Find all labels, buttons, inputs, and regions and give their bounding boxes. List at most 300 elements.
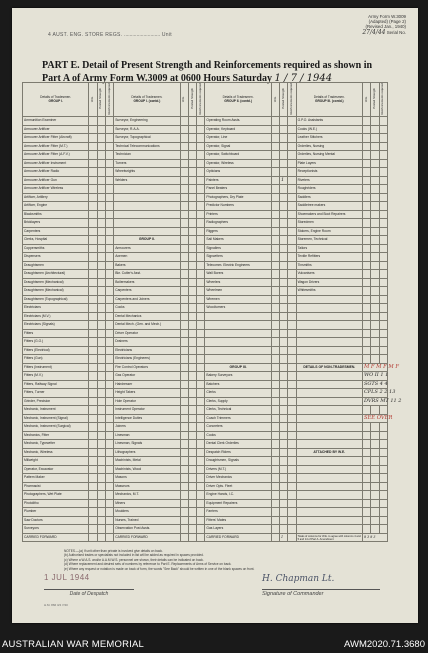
trade-label: Wall Borers: [205, 270, 271, 279]
trade-label: Mechanic, Instrument (Signal): [23, 414, 89, 423]
count-cell: [271, 312, 279, 321]
table-row: [23, 304, 388, 313]
count-cell: [362, 142, 370, 151]
count-cell: [362, 491, 370, 500]
trade-label: Masons: [114, 474, 180, 483]
trade-label: [296, 406, 362, 415]
count-cell: [379, 491, 387, 500]
table-row: [23, 125, 388, 134]
count-cell: [371, 457, 379, 466]
trade-label: Farriers: [205, 508, 271, 517]
count-cell: [371, 440, 379, 449]
count-cell: [89, 236, 97, 245]
count-cell: [271, 491, 279, 500]
count-cell: [288, 287, 296, 296]
count-cell: [379, 508, 387, 517]
count-cell: [89, 125, 97, 134]
count-cell: [97, 329, 105, 338]
trade-label: Coach Trimmers: [205, 414, 271, 423]
count-cell: [288, 193, 296, 202]
table-row: [23, 185, 388, 194]
count-cell: [280, 117, 288, 126]
count-cell: [362, 168, 370, 177]
count-cell: [197, 499, 205, 508]
trade-label: Wagon Drivers: [296, 278, 362, 287]
table-row: [23, 168, 388, 177]
trade-label: Wheelers: [205, 278, 271, 287]
count-cell: [105, 278, 113, 287]
trade-label: Leather Stitchers: [296, 134, 362, 143]
table-row: [23, 431, 388, 440]
count-cell: [371, 236, 379, 245]
count-cell: [288, 227, 296, 236]
count-cell: [97, 423, 105, 432]
count-cell: [371, 159, 379, 168]
count-cell: [280, 508, 288, 517]
count-cell: [271, 465, 279, 474]
count-cell: [89, 278, 97, 287]
count-cell: [288, 176, 296, 185]
col-detail-4: Details of Tradesmen. GROUP III. (contd.): [296, 83, 362, 117]
count-cell: [197, 312, 205, 321]
trade-label: Millwright: [23, 457, 89, 466]
trade-label: Draughtsmen, Signals: [205, 457, 271, 466]
trade-label: Whitesmiths: [296, 287, 362, 296]
count-cell: [362, 278, 370, 287]
count-cell: [188, 261, 196, 270]
table-row: [23, 295, 388, 304]
trade-label: [205, 355, 271, 364]
count-cell: [105, 134, 113, 143]
count-cell: [180, 355, 188, 364]
count-cell: [379, 499, 387, 508]
count-cell: [280, 372, 288, 381]
count-cell: [288, 474, 296, 483]
count-cell: [288, 423, 296, 432]
count-cell: [371, 465, 379, 474]
count-cell: [180, 142, 188, 151]
trade-label: Operating Room Assts.: [205, 117, 271, 126]
count-cell: [89, 397, 97, 406]
trade-label: Hole Operator: [114, 397, 180, 406]
count-cell: [271, 227, 279, 236]
trade-label: Grinder, Precision: [23, 397, 89, 406]
table-row: [23, 363, 388, 372]
count-cell: [362, 202, 370, 211]
count-cell: [288, 185, 296, 194]
count-cell: [362, 134, 370, 143]
serial-label: Serial No.: [386, 29, 406, 35]
trade-label: Pharmacist: [23, 482, 89, 491]
trade-label: Photolitho: [23, 499, 89, 508]
count-cell: [362, 525, 370, 534]
count-cell: [371, 202, 379, 211]
count-cell: [188, 499, 196, 508]
count-cell: [197, 440, 205, 449]
count-cell: [280, 525, 288, 534]
count-cell: [288, 278, 296, 287]
count-cell: [280, 304, 288, 313]
trade-label: DETAILS OF NON-TRADESMEN.: [296, 363, 362, 372]
count-cell: [180, 261, 188, 270]
trade-label: Electricians: [23, 304, 89, 313]
count-cell: [89, 210, 97, 219]
count-cell: [180, 244, 188, 253]
table-row: [23, 244, 388, 253]
count-cell: [97, 125, 105, 134]
count-cell: [89, 372, 97, 381]
trade-label: GROUP II.: [114, 236, 180, 245]
count-cell: [280, 491, 288, 500]
trade-label: [296, 389, 362, 398]
count-cell: [89, 185, 97, 194]
count-cell: [89, 134, 97, 143]
count-cell: [288, 457, 296, 466]
count-cell: [105, 321, 113, 330]
count-cell: [371, 525, 379, 534]
trade-label: Technical Telecommunications: [114, 142, 180, 151]
count-cell: [89, 176, 97, 185]
count-cell: [288, 202, 296, 211]
count-cell: [97, 465, 105, 474]
trade-label: Wheelmen: [205, 287, 271, 296]
count-cell: [89, 457, 97, 466]
count-cell: [188, 295, 196, 304]
count-cell: [97, 287, 105, 296]
count-cell: [288, 406, 296, 415]
count-cell: [180, 440, 188, 449]
table-row: [23, 482, 388, 491]
trade-label: Receptionists: [296, 168, 362, 177]
count-cell: [271, 423, 279, 432]
count-cell: [271, 117, 279, 126]
count-cell: [379, 193, 387, 202]
count-cell: [371, 278, 379, 287]
count-cell: [180, 278, 188, 287]
count-cell: [379, 525, 387, 534]
count-cell: [89, 516, 97, 525]
count-cell: [180, 210, 188, 219]
count-cell: [271, 397, 279, 406]
count-cell: [197, 516, 205, 525]
count-cell: [362, 499, 370, 508]
count-cell: [188, 406, 196, 415]
trade-label: [114, 185, 180, 194]
count-cell: [379, 329, 387, 338]
count-cell: [371, 448, 379, 457]
count-cell: [105, 142, 113, 151]
count-cell: [105, 270, 113, 279]
trade-label: Miners: [114, 499, 180, 508]
form-adapted: (Adapted) (Page 2): [368, 19, 406, 25]
count-cell: [180, 117, 188, 126]
count-cell: [271, 151, 279, 160]
count-cell: [197, 431, 205, 440]
count-cell: [379, 117, 387, 126]
count-cell: [97, 193, 105, 202]
table-row: [23, 389, 388, 398]
count-cell: [89, 227, 97, 236]
count-cell: [197, 210, 205, 219]
trade-label: Driver Opts. Fleet: [205, 482, 271, 491]
count-cell: [197, 338, 205, 347]
count-cell: [288, 380, 296, 389]
trade-label: [296, 431, 362, 440]
count-cell: [288, 270, 296, 279]
count-cell: [280, 431, 288, 440]
count-cell: [288, 338, 296, 347]
count-cell: [180, 525, 188, 534]
count-cell: [379, 287, 387, 296]
carried-forward-1: CARRIED FORWARD: [23, 533, 89, 542]
trade-label: Telecomm. Electric Engineers: [205, 261, 271, 270]
count-cell: [188, 338, 196, 347]
count-cell: [188, 474, 196, 483]
trade-label: Woodturners: [205, 304, 271, 313]
trade-label: Lithographers: [114, 448, 180, 457]
count-cell: [280, 219, 288, 228]
totals-row: [23, 533, 388, 542]
count-cell: [362, 253, 370, 262]
count-cell: [371, 346, 379, 355]
trade-label: [296, 355, 362, 364]
count-cell: [97, 516, 105, 525]
table-row: [23, 474, 388, 483]
trade-label: Fitters' Mates: [205, 516, 271, 525]
trade-label: Equipment Repairers: [205, 499, 271, 508]
count-cell: [105, 244, 113, 253]
count-cell: [371, 219, 379, 228]
count-cell: [280, 423, 288, 432]
count-cell: [180, 219, 188, 228]
handwritten-entry: M F M F M F: [362, 363, 387, 372]
count-cell: [188, 219, 196, 228]
note-b: (b) Authorised trades or specialists not included in list will be added as required in spaces provided.: [64, 553, 204, 558]
count-cell: [188, 142, 196, 151]
count-cell: [105, 159, 113, 168]
count-cell: [271, 142, 279, 151]
count-cell: [371, 329, 379, 338]
count-cell: [379, 355, 387, 364]
count-cell: [379, 261, 387, 270]
trade-label: Joiners: [114, 423, 180, 432]
count-cell: [379, 210, 387, 219]
count-cell: [271, 363, 279, 372]
count-cell: [180, 508, 188, 517]
count-cell: [180, 202, 188, 211]
table-row: [23, 321, 388, 330]
trade-label: Cooks: [114, 304, 180, 313]
count-cell: [379, 202, 387, 211]
table-row: [23, 465, 388, 474]
count-cell: [188, 227, 196, 236]
count-cell: [188, 244, 196, 253]
trade-label: Turners: [114, 159, 180, 168]
count-cell: [280, 270, 288, 279]
table-row: [23, 278, 388, 287]
count-cell: [271, 236, 279, 245]
trade-label: Draughtsmen (Topographical): [23, 295, 89, 304]
count-cell: [271, 431, 279, 440]
count-cell: [288, 414, 296, 423]
count-cell: [188, 397, 196, 406]
trade-label: ATTACHED BY W.E.: [296, 448, 362, 457]
trade-label: Armourer Artificer Fitter (A.F.V.): [23, 151, 89, 160]
count-cell: [371, 151, 379, 160]
count-cell: [271, 414, 279, 423]
trade-label: Axemen: [114, 253, 180, 262]
count-cell: [371, 491, 379, 500]
count-cell: [89, 491, 97, 500]
count-cell: [197, 372, 205, 381]
count-cell: [105, 508, 113, 517]
totals-value: 8 3 8 3: [362, 533, 387, 542]
count-cell: [379, 338, 387, 347]
count-cell: [89, 431, 97, 440]
count-cell: [288, 363, 296, 372]
count-cell: [379, 253, 387, 262]
count-cell: [180, 134, 188, 143]
count-cell: [188, 440, 196, 449]
count-cell: [362, 321, 370, 330]
count-cell: [97, 270, 105, 279]
trade-label: Fitters (Electrical): [23, 346, 89, 355]
col-detail-1: Details of Tradesmen. GROUP I.: [23, 83, 89, 117]
table-row: [23, 142, 388, 151]
commander-signature: H. Chapman Lt.: [262, 574, 335, 584]
trade-label: Tailors: [296, 244, 362, 253]
count-cell: [379, 278, 387, 287]
trade-label: Electricians (M.V.): [23, 312, 89, 321]
trade-label: Storedmen: [296, 219, 362, 228]
count-cell: [371, 270, 379, 279]
count-cell: [105, 431, 113, 440]
trade-label: Driver Operator: [114, 329, 180, 338]
count-cell: [379, 270, 387, 279]
count-cell: [188, 236, 196, 245]
count-cell: [379, 482, 387, 491]
count-cell: [89, 440, 97, 449]
count-cell: [197, 142, 205, 151]
count-cell: [105, 457, 113, 466]
count-cell: [280, 321, 288, 330]
count-cell: [379, 465, 387, 474]
count-cell: [105, 448, 113, 457]
count-cell: [89, 329, 97, 338]
count-cell: [197, 423, 205, 432]
count-cell: [97, 414, 105, 423]
archive-reference: AWM2020.71.3680: [344, 639, 425, 650]
count-cell: [280, 253, 288, 262]
count-cell: [362, 270, 370, 279]
count-cell: [97, 142, 105, 151]
trade-label: Draughtsmen: [23, 261, 89, 270]
count-cell: [271, 210, 279, 219]
trade-label: Photographers, Dry Plate: [205, 193, 271, 202]
trade-label: Draughtsmen (Architectural): [23, 270, 89, 279]
trade-label: Shoemakers and Boot Repairers: [296, 210, 362, 219]
serial-handwritten: 27/4/44: [362, 28, 386, 36]
count-cell: [89, 448, 97, 457]
trade-label: [296, 380, 362, 389]
trade-label: Armourer Artificer Fitter (M.T.): [23, 142, 89, 151]
trade-label: Linesman, Signals: [114, 440, 180, 449]
count-cell: [188, 321, 196, 330]
trade-label: Operator, Excavator: [23, 465, 89, 474]
count-cell: [197, 491, 205, 500]
count-cell: [105, 253, 113, 262]
count-cell: [89, 219, 97, 228]
count-cell: [197, 295, 205, 304]
strength-table: [22, 82, 402, 542]
trade-label: Carpenters and Joiners: [114, 295, 180, 304]
trade-label: Operator, Wireless: [205, 159, 271, 168]
count-cell: [180, 448, 188, 457]
count-cell: [97, 474, 105, 483]
trade-label: Electricians (Engineers): [114, 355, 180, 364]
count-cell: [89, 312, 97, 321]
count-cell: [371, 244, 379, 253]
count-cell: [89, 363, 97, 372]
count-cell: [105, 474, 113, 483]
trade-label: [296, 457, 362, 466]
count-cell: [379, 312, 387, 321]
count-cell: [105, 346, 113, 355]
trade-label: Dental Mech. (Gen. and Mech.): [114, 321, 180, 330]
count-cell: [379, 227, 387, 236]
trade-label: Electricians (Signals): [23, 321, 89, 330]
handwritten-entry: CPLS 2 2 13: [362, 389, 387, 398]
printer-code: H.M. 866 3/4 7/40: [44, 603, 68, 607]
count-cell: [371, 253, 379, 262]
count-cell: [105, 202, 113, 211]
trade-label: Wiremen: [205, 295, 271, 304]
count-cell: [379, 457, 387, 466]
count-cell: [371, 482, 379, 491]
trade-label: Saddlers: [296, 193, 362, 202]
count-cell: [280, 134, 288, 143]
table-row: [23, 270, 388, 279]
count-cell: [197, 202, 205, 211]
count-cell: [362, 465, 370, 474]
count-cell: [188, 159, 196, 168]
count-cell: [97, 219, 105, 228]
count-cell: [280, 499, 288, 508]
count-cell: [371, 261, 379, 270]
table-header-row: Details of Tradesmen. GROUP I. W.E. Posted Strength Reinforcements required Details of Tradesmen. GROUP I. (contd.) W.E. Posted Strength Reinforcements required Details of Tradesmen. GROUP II. (contd.) W.E. Posted Strength Reinforcements required Details of Tradesmen. GROUP III. (contd.) W.E. Posted Strength Reinforcements required: [23, 83, 388, 117]
count-cell: [89, 287, 97, 296]
count-cell: [288, 210, 296, 219]
count-cell: [288, 244, 296, 253]
count-cell: [97, 440, 105, 449]
count-cell: [197, 227, 205, 236]
count-cell: [362, 261, 370, 270]
trade-label: [114, 193, 180, 202]
trade-label: [296, 465, 362, 474]
count-cell: [379, 142, 387, 151]
count-cell: [197, 346, 205, 355]
count-cell: [105, 287, 113, 296]
count-cell: [280, 185, 288, 194]
table-row: [23, 355, 388, 364]
count-cell: [362, 431, 370, 440]
count-cell: [97, 202, 105, 211]
count-cell: [188, 414, 196, 423]
trade-label: Wheelwrights: [114, 168, 180, 177]
title-line1: Detail of Present Strength and Reinforcements required as shown in: [82, 60, 373, 71]
trade-label: Mechanics, M.T.: [114, 491, 180, 500]
count-cell: [89, 355, 97, 364]
